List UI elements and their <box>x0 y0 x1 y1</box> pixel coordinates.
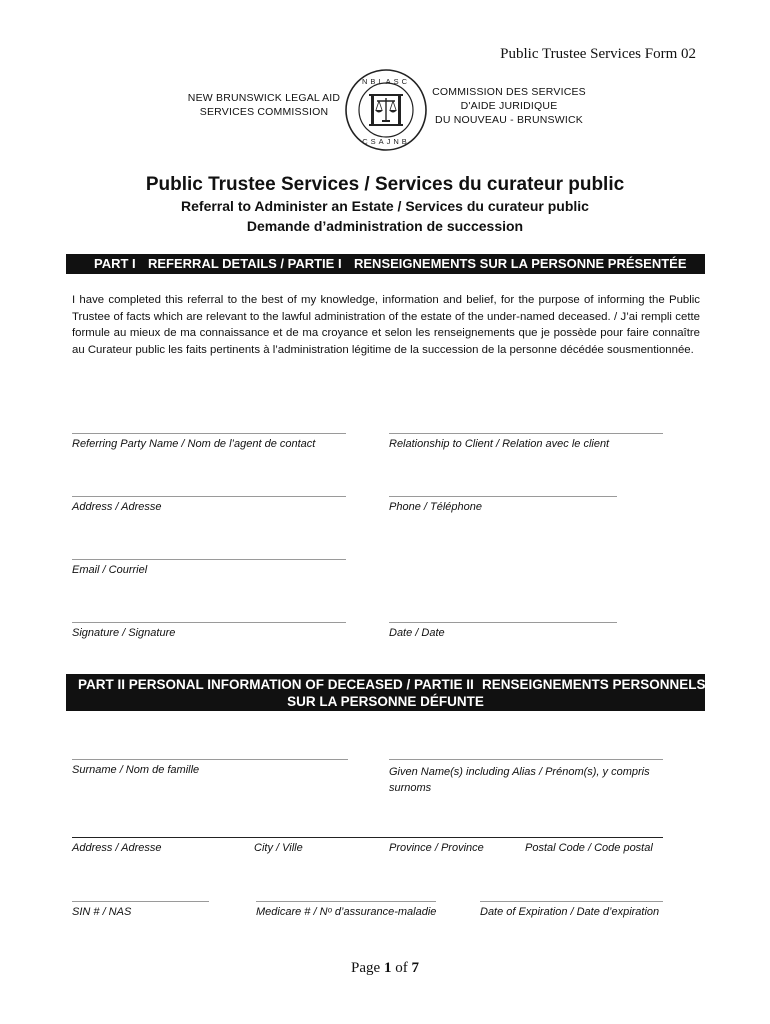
phone-label: Phone / Téléphone <box>389 501 482 513</box>
form-title: Public Trustee Services / Services du curateur public <box>145 174 625 195</box>
page-word: Page <box>351 960 381 976</box>
commission-seal-logo <box>344 68 428 152</box>
declaration-paragraph: I have completed this referral to the best of my knowledge, information and belief, for the purpose of informing the Public Trustee of facts which are relevant to the lawful administration of the estate of the under-named deceased. / J’ai rempli cette formule au mieux de ma connaissance et de ma croyance et selon les renseignements que je possède pour faire connaître au Curateur public les faits pertinents à l’administration légitime de la succession de la personne décédée sousmentionnée. <box>72 294 700 356</box>
referring-party-field[interactable] <box>72 433 346 434</box>
date-field[interactable] <box>389 622 617 623</box>
surname-label: Surname / Nom de famille <box>72 764 200 776</box>
signature-field[interactable] <box>72 622 346 623</box>
postal-code-label: Postal Code / Code postal <box>525 842 653 854</box>
commission-name-fr <box>428 85 590 127</box>
given-names-label: Given Name(s) including Alias / Prénom(s), y compris surnoms <box>389 766 650 794</box>
email-field[interactable] <box>72 559 346 560</box>
expiration-label: Date of Expiration / Date d’expiration <box>480 906 660 918</box>
page-number <box>0 960 770 977</box>
referrer-address-label: Address / Adresse <box>72 501 162 513</box>
relationship-label: Relationship to Client / Relation avec le client <box>389 438 610 450</box>
deceased-address-label: Address / Adresse <box>72 842 162 854</box>
part2-heading-title: PART II PERSONAL INFORMATION OF DECEASED / PARTIE II <box>78 677 474 692</box>
deceased-address-field[interactable] <box>72 837 663 838</box>
form-subtitle-1: Referral to Administer an Estate / Services du curateur public <box>181 198 589 214</box>
date-label: Date / Date <box>389 627 445 639</box>
given-names-field[interactable] <box>389 759 663 760</box>
page-current: 1 <box>383 960 392 976</box>
commission-name-en <box>170 91 358 119</box>
part1-heading-title-fr: RENSEIGNEMENTS SUR LA PERSONNE PRÉSENTÉE <box>354 256 687 271</box>
commission-fr-line-1: COMMISSION DES SERVICES <box>432 86 586 98</box>
part1-heading-title: REFERRAL DETAILS / PARTIE I <box>148 256 342 271</box>
surname-field[interactable] <box>72 759 348 760</box>
part2-heading-title-fr: RENSEIGNEMENTS PERSONNELS <box>482 677 706 692</box>
email-label: Email / Courriel <box>72 564 148 576</box>
signature-label: Signature / Signature <box>72 627 176 639</box>
form-subtitle-2: Demande d’administration de succession <box>246 218 524 234</box>
commission-fr-line-3: DU NOUVEAU - BRUNSWICK <box>435 114 583 126</box>
sin-field[interactable] <box>72 901 209 902</box>
medicare-label: Medicare # / Nᵒ d’assurance-maladie <box>256 906 437 918</box>
medicare-field[interactable] <box>256 901 436 902</box>
form-number: Public Trustee Services Form 02 <box>500 46 696 62</box>
svg-text:CSAJNB: CSAJNB <box>362 137 410 146</box>
expiration-field[interactable] <box>480 901 663 902</box>
province-label: Province / Province <box>389 842 484 854</box>
city-label: City / Ville <box>254 842 303 854</box>
part2-heading-title-fr-line2: SUR LA PERSONNE DÉFUNTE <box>287 694 484 709</box>
part2-heading-bar <box>66 674 705 711</box>
referrer-address-field[interactable] <box>72 496 346 497</box>
page-of: of <box>395 960 408 976</box>
relationship-field[interactable] <box>389 433 663 434</box>
part1-heading-bar <box>66 254 705 274</box>
phone-field[interactable] <box>389 496 617 497</box>
svg-text:NBLASC: NBLASC <box>361 77 411 86</box>
part1-heading-part: PART I <box>94 256 136 271</box>
referring-party-label: Referring Party Name / Nom de l’agent de contact <box>72 438 316 450</box>
commission-fr-line-2: D'AIDE JURIDIQUE <box>460 100 558 112</box>
commission-en-line-1: NEW BRUNSWICK LEGAL AID <box>187 92 341 104</box>
commission-en-line-2: SERVICES COMMISSION <box>199 106 329 118</box>
sin-label: SIN # / NAS <box>72 906 132 918</box>
page-total: 7 <box>411 960 419 976</box>
